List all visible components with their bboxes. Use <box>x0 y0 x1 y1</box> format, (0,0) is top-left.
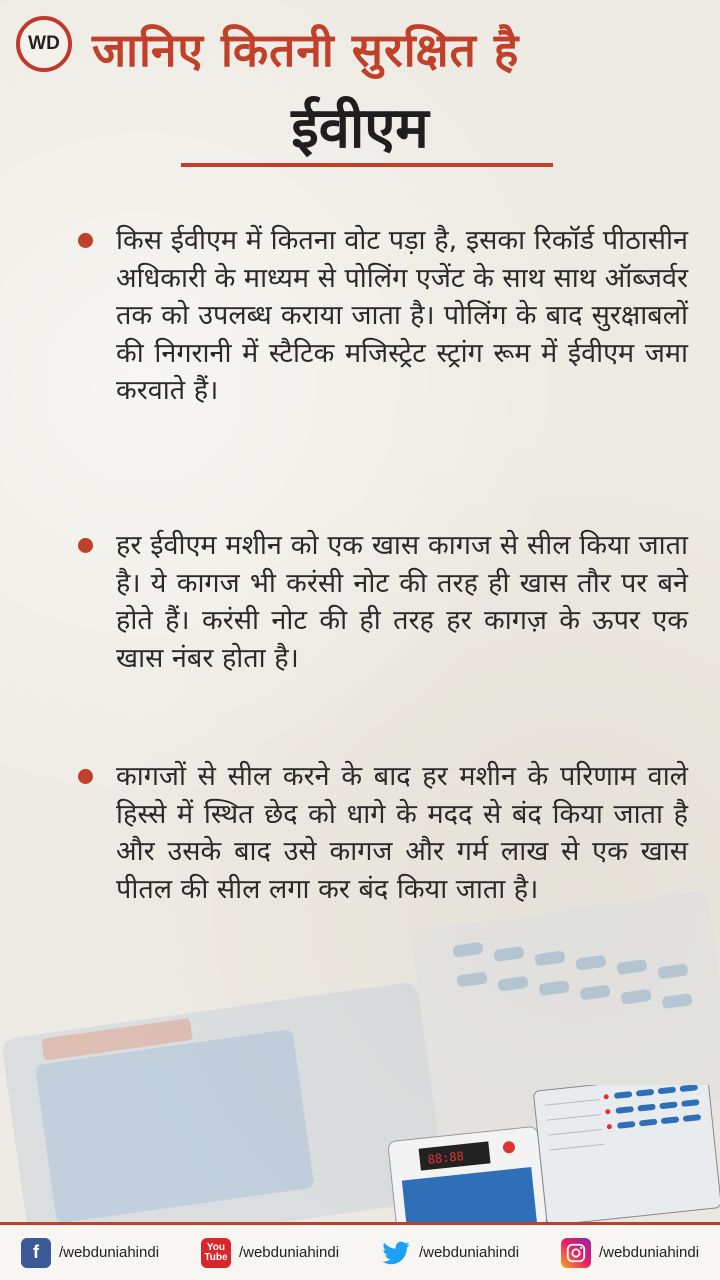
twitter-icon <box>381 1238 411 1268</box>
bullet-text: हर ईवीएम मशीन को एक खास कागज से सील किया जाता है। ये कागज भी करंसी नोट की तरह ही खास तौर पर बने होते हैं। करंसी नोट की ही तरह हर कागज़ के ऊपर एक खास नंबर होता है। <box>116 530 688 674</box>
bullet-text: कागजों से सील करने के बाद हर मशीन के परिणाम वाले हिस्से में स्थित छेद को धागे के मदद से बंद किया जाता है और उसके बाद उसे कागज और गर्म लाख से एक खास पीतल की सील लगा कर बंद किया जाता है। <box>116 761 688 905</box>
bullet-text: किस ईवीएम में कितना वोट पड़ा है, इसका रिकॉर्ड पीठासीन अधिकारी के माध्यम से पोलिंग एजेंट के साथ साथ ऑब्जर्वर तक को उपलब्ध कराया जाता है। पोलिंग के बाद सुरक्षाबलों की निगरानी में स्टैटिक मजिस्ट्रेट स्ट्रांग रूम में ईवीएम जमा करवाते हैं। <box>116 225 688 406</box>
svg-text:88:88: 88:88 <box>427 1149 465 1167</box>
social-footer <box>0 1225 720 1280</box>
facebook-handle: /webduniahindi <box>58 1244 160 1261</box>
bullet-dot-icon <box>78 769 93 784</box>
youtube-icon <box>201 1238 231 1268</box>
webdunia-logo: WD <box>16 16 72 72</box>
instagram-link[interactable] <box>561 1238 699 1268</box>
twitter-handle: /webduniahindi <box>418 1244 520 1261</box>
bullet-dot-icon <box>78 538 93 553</box>
title-line1: जानिए कितनी सुरक्षित है <box>92 23 520 77</box>
youtube-icon-text-top: You <box>206 1241 226 1253</box>
youtube-handle: /webduniahindi <box>238 1244 340 1261</box>
evm-machine-illustration <box>380 1085 720 1225</box>
bullet-dot-icon <box>78 233 93 248</box>
instagram-icon <box>561 1238 591 1268</box>
facebook-link[interactable] <box>21 1238 159 1268</box>
youtube-link[interactable] <box>201 1238 339 1268</box>
title-underline <box>181 163 553 167</box>
facebook-icon: f <box>21 1238 51 1268</box>
title-line2: ईवीएम <box>291 96 429 161</box>
twitter-link[interactable] <box>381 1238 519 1268</box>
instagram-handle: /webduniahindi <box>598 1244 700 1261</box>
youtube-icon-text-bottom: Tube <box>204 1251 228 1263</box>
